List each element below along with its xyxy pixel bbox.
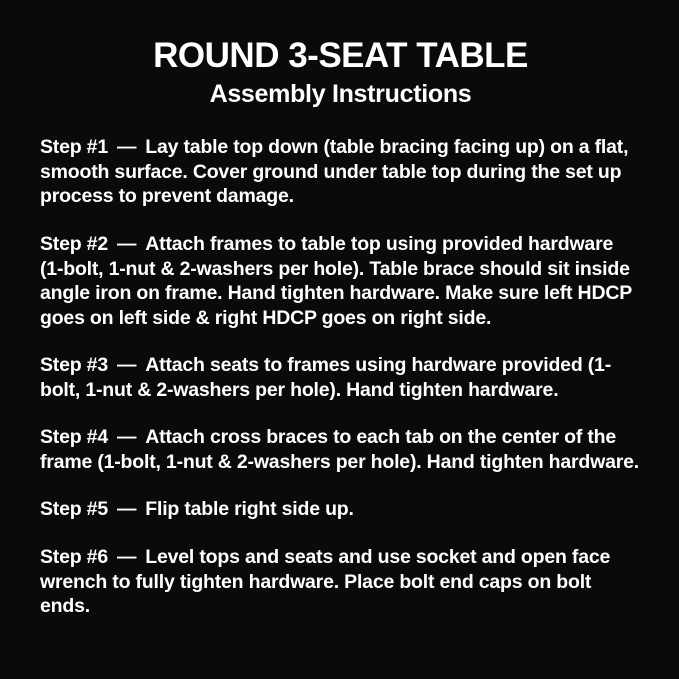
step-label: Step #4 xyxy=(40,426,108,449)
step-item-2 xyxy=(40,232,641,330)
page-title: ROUND 3-SEAT TABLE xyxy=(153,36,528,75)
step-label: Step #1 xyxy=(40,136,108,159)
step-text: Level tops and seats and use socket and open face wrench to fully tighten hardware. Place bolt end caps on bolt ends. xyxy=(40,546,611,618)
step-label: Step #3 xyxy=(40,354,108,377)
step-text: Flip table right side up. xyxy=(145,498,354,521)
step-label: Step #2 xyxy=(40,232,108,255)
step-text: Attach seats to frames using hardware provided (1-bolt, 1-nut & 2-washers per hole). Hand tighten hardware. xyxy=(40,354,611,401)
step-item-5 xyxy=(40,497,641,522)
step-text: Lay table top down (table bracing facing up) on a flat, smooth surface. Cover ground under table top during the set up process to prevent damage. xyxy=(40,136,629,208)
step-item-3 xyxy=(40,353,641,402)
step-separator: — xyxy=(116,498,137,521)
step-separator: — xyxy=(116,136,137,159)
step-separator: — xyxy=(116,232,137,255)
step-label: Step #5 xyxy=(40,498,108,521)
page-subtitle: Assembly Instructions xyxy=(209,80,472,109)
step-item-1 xyxy=(40,135,641,209)
step-item-6 xyxy=(40,545,641,619)
steps-list xyxy=(40,135,641,618)
step-text: Attach frames to table top using provided hardware (1-bolt, 1-nut & 2-washers per hole). Table brace should sit inside angle iron on frame. Hand tighten hardware. Make sure left HDCP goes on left side & right HDCP goes on right side. xyxy=(40,232,632,329)
step-separator: — xyxy=(116,426,137,449)
step-separator: — xyxy=(116,546,137,568)
step-text: Attach cross braces to each tab on the center of the frame (1-bolt, 1-nut & 2-washers per hole). Hand tighten hardware. xyxy=(40,426,639,473)
step-label: Step #6 xyxy=(40,546,108,568)
step-separator: — xyxy=(116,354,137,377)
step-item-4 xyxy=(40,425,641,474)
